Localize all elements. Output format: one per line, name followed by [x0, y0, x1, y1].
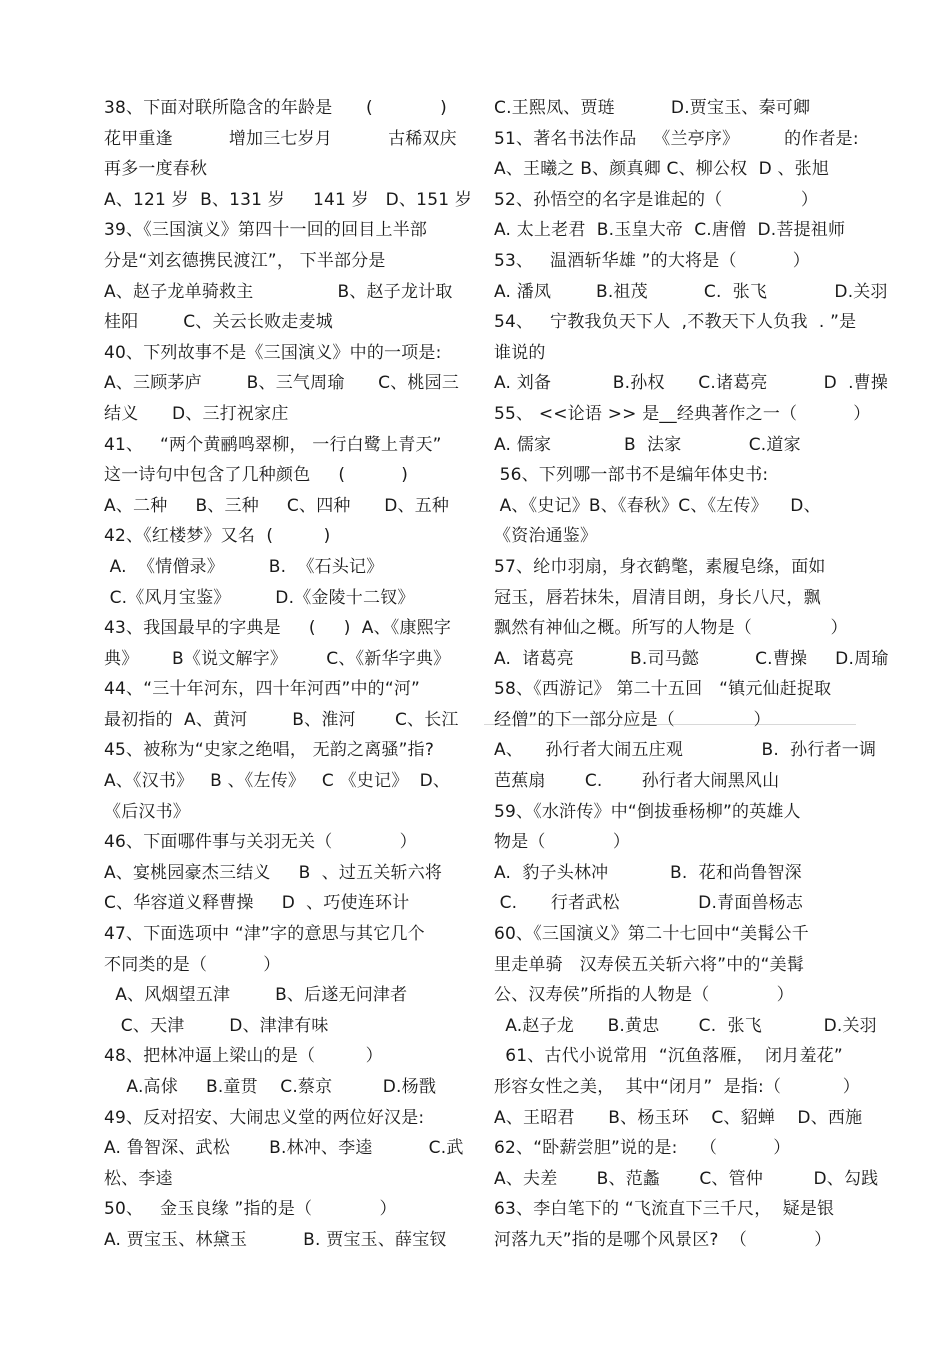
text-line: 56、下列哪一部书不是编年体史书:: [494, 465, 769, 486]
text-line: 59、《水浒传》中“倒拔垂杨柳”的英雄人: [494, 801, 801, 822]
text-line: 43、我国最早的字典是 ( ) A、《康熙字: [104, 618, 452, 639]
text-line: A. 刘备 B.孙权 C.诸葛亮 D .曹操: [494, 373, 889, 394]
text-line: 62、“卧薪尝胆”说的是: （ ）: [494, 1138, 791, 1159]
text-line: A、三顾茅庐 B、三气周瑜 C、桃园三: [104, 373, 460, 394]
text-line: 47、下面选项中 “津”字的意思与其它几个: [104, 924, 425, 945]
text-line: A. 潘凤 B.祖茂 C. 张飞 D.关羽: [494, 281, 888, 302]
text-line: 再多一度春秋: [104, 159, 208, 180]
text-line: A. 贾宝玉、林黛玉 B. 贾宝玉、薛宝钗: [104, 1229, 447, 1250]
text-line: A、赵子龙单骑救主 B、赵子龙计取: [104, 281, 453, 302]
text-line: 41、 “两个黄鹂鸣翠柳， 一行白鹭上青天”: [104, 434, 442, 455]
text-line: 54、 宁教我负天下人 ,不教天下人负我 . ”是: [494, 312, 857, 333]
text-line: 谁说的: [494, 342, 546, 363]
text-line: 57、纶巾羽扇，身衣鹤氅，素履皂绦，面如: [494, 556, 826, 577]
text-line: 河落九天”指的是哪个风景区? （ ）: [494, 1229, 832, 1250]
text-line: A.赵子龙 B.黄忠 C. 张飞 D.关羽: [494, 1015, 877, 1036]
text-line: 63、李白笔下的 “飞流直下三千尺， 疑是银: [494, 1199, 835, 1220]
text-line: 39、《三国演义》第四十一回的回目上半部: [104, 220, 428, 241]
text-line: C. 行者武松 D.青面兽杨志: [494, 893, 804, 914]
text-line: A、二种 B、三种 C、四种 D、五种: [104, 495, 450, 516]
text-line: 最初指的 A、黄河 B、淮河 C、长江: [104, 709, 459, 730]
text-line: 结义 D、三打祝家庄: [104, 403, 289, 424]
text-line: 38、下面对联所隐含的年龄是 ( ): [104, 98, 447, 118]
text-line: 分是“刘玄德携民渡江”， 下半部分是: [104, 250, 386, 271]
text-line: 飘然有神仙之概。所写的人物是（ ）: [494, 618, 848, 639]
text-line: 42、《红楼梦》又名 ( ): [104, 526, 331, 547]
text-line: C.王熙凤、贾琏 D.贾宝玉、秦可卿: [494, 98, 811, 118]
text-line: 58、《西游记》 第二十五回 “镇元仙赶捉取: [494, 679, 832, 700]
left-column: [104, 93, 473, 1256]
text-line: A、王昭君 B、杨玉环 C、貂蝉 D、西施: [494, 1107, 863, 1128]
right-column: [494, 93, 889, 1256]
text-line: A、 孙行者大闹五庄观 B. 孙行者一调: [494, 740, 877, 761]
text-line: C、天津 D、津津有味: [104, 1015, 329, 1036]
text-line: 《后汉书》: [104, 801, 190, 822]
text-line: A. 《情僧录》 B. 《石头记》: [104, 556, 384, 577]
text-line: 典》 B《说文解字》 C、《新华字典》: [104, 648, 451, 669]
text-line: A、《史记》B、《春秋》C、《左传》 D、: [494, 495, 821, 516]
text-line: 60、《三国演义》第二十七回中“美髯公千: [494, 924, 809, 945]
text-line: A.高俅 B.童贯 C.蔡京 D.杨戬: [104, 1077, 437, 1097]
text-line: 花甲重逢 增加三七岁月 古稀双庆: [104, 128, 457, 149]
text-line: 形容女性之美， 其中“闭月” 是指:（ ）: [494, 1077, 860, 1097]
text-line: A、夫差 B、范蠡 C、管仲 D、勾践: [494, 1168, 879, 1189]
text-line: A、121 岁 B、131 岁 141 岁 D、151 岁: [104, 189, 473, 210]
text-line: 经僧”的下一部分应是（ ）: [494, 709, 771, 730]
text-line: C、华容道义释曹操 D 、巧使连环计: [104, 893, 410, 914]
text-line: A. 豹子头林冲 B. 花和尚鲁智深: [494, 862, 802, 883]
text-line: A. 太上老君 B.玉皇大帝 C.唐僧 D.菩提祖师: [494, 220, 846, 241]
text-line: 44、“三十年河东，四十年河西”中的“河”: [104, 679, 421, 700]
text-line: 芭蕉扇 C. 孙行者大闹黑风山: [494, 771, 780, 792]
text-line: 公、汉寿侯”所指的人物是（ ）: [494, 985, 794, 1006]
text-line: A、《汉书》 B 、《左传》 C 《史记》 D、: [104, 771, 451, 792]
text-line: 冠玉，唇若抹朱，眉清目朗，身长八尺，飘: [494, 587, 821, 608]
text-line: 51、著名书法作品 《兰亭序》 的作者是:: [494, 128, 859, 149]
text-line: 46、下面哪件事与关羽无关（ ）: [104, 832, 417, 853]
text-line: 49、反对招安、大闹忠义堂的两位好汉是:: [104, 1107, 425, 1128]
text-line: A、王曦之 B、颜真卿 C、柳公权 D 、张旭: [494, 159, 830, 180]
text-line: C.《风月宝鉴》 D.《金陵十二钗》: [104, 587, 415, 608]
text-line: A. 儒家 B 法家 C.道家: [494, 434, 801, 455]
text-line: 里走单骑 汉寿侯五关斩六将”中的“美髯: [494, 954, 805, 975]
text-line: 松、李逵: [104, 1168, 173, 1189]
text-line: 50、 金玉良缘 ”指的是（ ）: [104, 1199, 397, 1220]
text-line: A、风烟望五津 B、后遂无问津者: [104, 985, 408, 1006]
text-line: 48、把林冲逼上梁山的是（ ）: [104, 1046, 383, 1067]
text-line: 53、 温酒斩华雄 ”的大将是（ ）: [494, 250, 810, 271]
text-line: 61、古代小说常用 “沉鱼落雁， 闭月羞花”: [494, 1046, 843, 1067]
text-line: 这一诗句中包含了几种颜色 ( ): [104, 465, 409, 486]
text-line: 52、孙悟空的名字是谁起的（ ）: [494, 189, 819, 210]
text-line: A、宴桃园豪杰三结义 B 、过五关斩六将: [104, 862, 443, 883]
text-line: 桂阳 C、关云长败走麦城: [104, 312, 333, 333]
text-line: 45、被称为“史家之绝唱， 无韵之离骚”指?: [104, 740, 435, 761]
text-line: 55、 <<论语 >> 是__经典著作之一（ ）: [494, 403, 871, 424]
text-line: 不同类的是（ ）: [104, 954, 281, 975]
text-line: 《资治通鉴》: [494, 526, 598, 547]
text-line: 物是（ ）: [494, 832, 631, 853]
text-line: A. 诸葛亮 B.司马懿 C.曹操 D.周瑜: [494, 648, 889, 669]
text-line: A. 鲁智深、武松 B.林冲、李逵 C.武: [104, 1138, 464, 1159]
text-line: 40、下列故事不是《三国演义》中的一项是:: [104, 342, 442, 363]
